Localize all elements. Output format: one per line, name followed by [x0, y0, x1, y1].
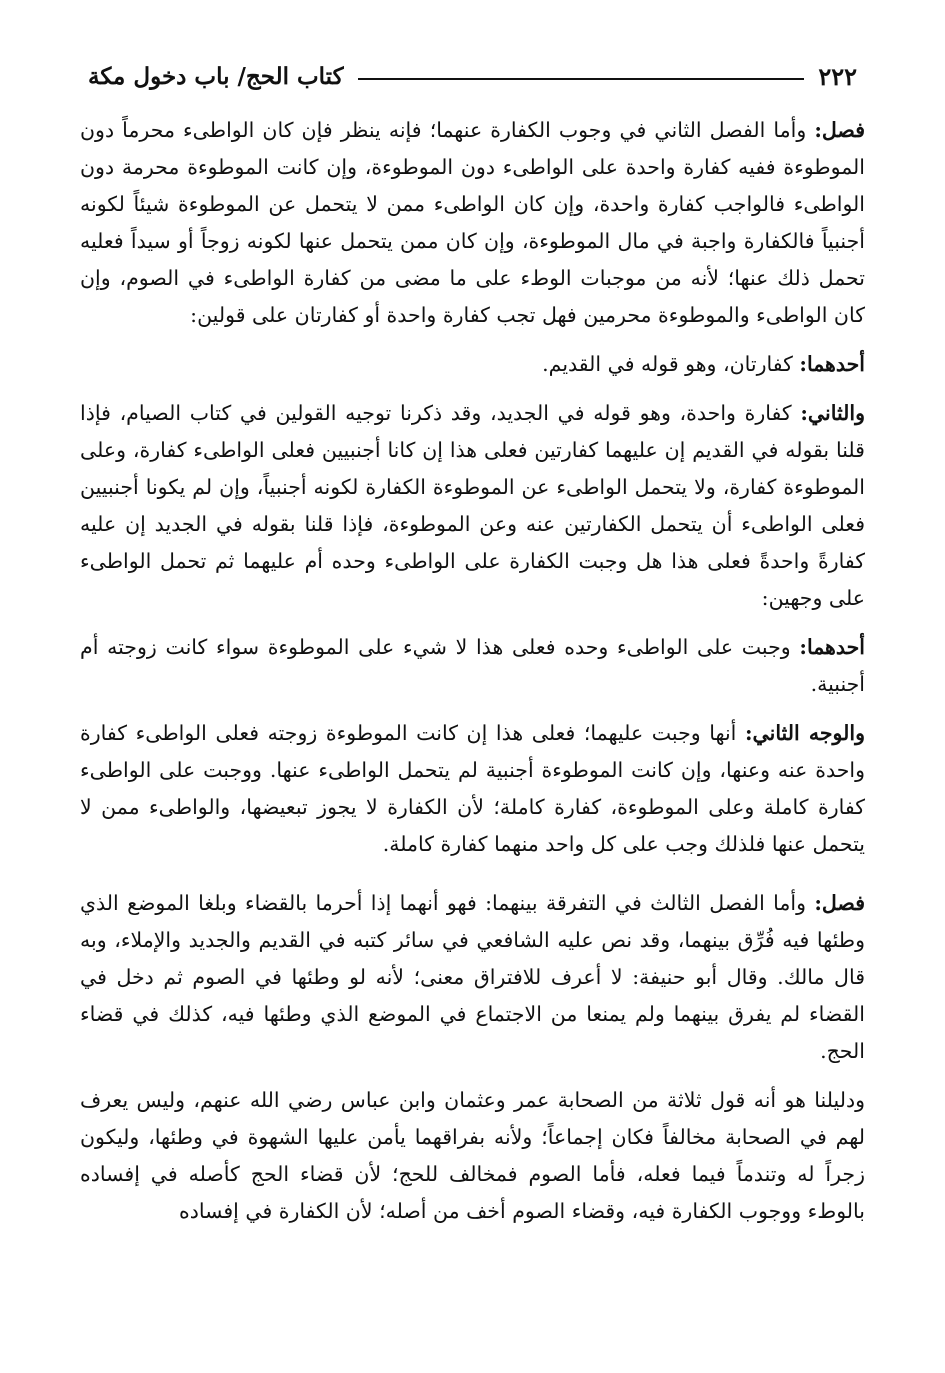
paragraph-second-aspect: [80, 715, 865, 863]
paragraph-lead: أحدهما:: [799, 352, 865, 376]
paragraph-section-2: [80, 112, 865, 334]
page-header: [88, 58, 857, 94]
paragraph-text: وأما الفصل الثالث في التفرقة بينهما: فهو أنهما إذا أحرما بالقضاء وبلغا الموضع الذي وطئها فيه فُرِّق بينهما، وقد نص عليه الشافعي في سائر كتبه في القديم والجديد والإملاء، وبه قال مالك. وقال أبو حنيفة: لا أعرف للافتراق معنى؛ لأنه لو وطئها في الصوم ثم دخل في القضاء لم يفرق بينهما ولم يمنعا من الاجتماع في الموضع الذي وطئها فيه، كذلك في قضاء الحج.: [80, 891, 865, 1063]
page-number: ٢٢٢: [818, 61, 857, 91]
paragraph-lead: فصل:: [814, 118, 865, 142]
page-body: [80, 112, 865, 1242]
paragraph-lead: والثاني:: [800, 401, 865, 425]
paragraph-lead: أحدهما:: [799, 635, 865, 659]
header-rule: [358, 78, 805, 80]
paragraph-first-aspect: [80, 629, 865, 703]
paragraph-text: ودليلنا هو أنه قول ثلاثة من الصحابة عمر وعثمان وابن عباس رضي الله عنهم، وليس يعرف لهم في الصحابة مخالفاً فكان إجماعاً؛ ولأنه بفراقهما يأمن عليها الشهوة في وطئها، وليكون زجراً له وتندماً فيما فعله، فأما الصوم فمخالف للحج؛ لأن قضاء الحج كأصله في إفساده بالوطء ووجوب الكفارة فيه، وقضاء الصوم أخف من أصله؛ لأن الكفارة في إفساده: [80, 1088, 865, 1223]
paragraph-text: كفارتان، وهو قوله في القديم.: [542, 352, 800, 376]
paragraph-text: وجبت على الواطىء وحده فعلى هذا لا شيء على الموطوءة سواء كانت زوجته أم أجنبية.: [80, 635, 865, 696]
paragraph-section-3: [80, 885, 865, 1070]
paragraph-lead: فصل:: [814, 891, 865, 915]
running-title: كتاب الحج/ باب دخول مكة: [88, 62, 344, 90]
paragraph-lead: والوجه الثاني:: [744, 721, 865, 745]
paragraph-evidence: [80, 1082, 865, 1230]
paragraph-second-opinion: [80, 395, 865, 617]
paragraph-text: كفارة واحدة، وهو قوله في الجديد، وقد ذكرنا توجيه القولين في كتاب الصيام، فإذا قلنا بقوله في القديم إن عليهما كفارتين فعلى هذا إن كانا أجنبيين فعلى الواطىء كفارة، وعلى الموطوءة كفارة، ولا يتحمل الواطىء عن الموطوءة الكفارة لكونه أجنبياً، وإن لم يكونا أجنبيين فعلى الواطىء أن يتحمل الكفارتين عنه وعن الموطوءة، فإذا قلنا بقوله في الجديد إن عليه كفارةً واحدةً فعلى هذا هل وجبت الكفارة على الواطىء وحده أم عليهما ثم تحمل الواطىء على وجهين:: [80, 401, 865, 610]
paragraph-first-opinion: [80, 346, 865, 383]
paragraph-text: أنها وجبت عليهما؛ فعلى هذا إن كانت الموطوءة زوجته فعلى الواطىء كفارة واحدة عنه وعنها، وإن كانت الموطوءة أجنبية لم يتحمل الواطىء عنها. ووجبت على الواطىء كفارة كاملة وعلى الموطوءة، كفارة كاملة؛ لأن الكفارة لا يجوز تبعيضها، والواطىء ممن لا يتحمل عنها فلذلك وجب على كل واحد منهما كفارة كاملة.: [80, 721, 865, 856]
paragraph-text: وأما الفصل الثاني في وجوب الكفارة عنهما؛ فإنه ينظر فإن كان الواطىء محرماً دون الموطوءة ففيه كفارة واحدة على الواطىء دون الموطوءة، وإن كانت الموطوءة محرمة دون الواطىء فالواجب كفارة واحدة، وإن كان الواطىء ممن لا يتحمل عن الموطوءة شيئاً لكونه أجنبياً فالكفارة واجبة في مال الموطوءة، وإن كان ممن يتحمل عنها لكونه زوجاً أو سيداً فعليه تحمل ذلك عنها؛ لأنه من موجبات الوطء على ما مضى من كفارة الواطىء في الصوم، وإن كان الواطىء والموطوءة محرمين فهل تجب كفارة واحدة أو كفارتان على قولين:: [80, 118, 865, 327]
